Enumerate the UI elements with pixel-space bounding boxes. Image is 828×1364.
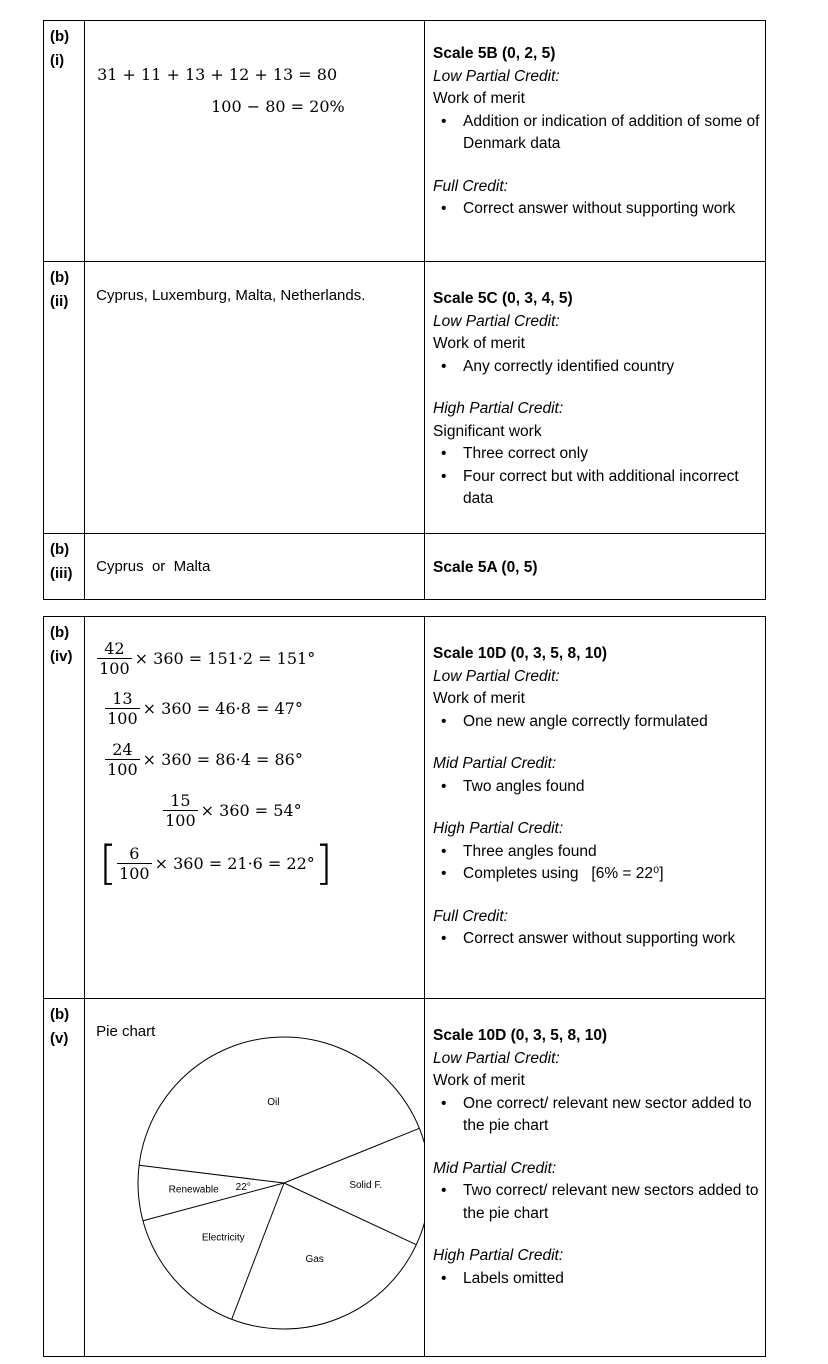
low-partial-bullet: • One new angle correctly formulated: [463, 711, 765, 734]
calculation-result: × 360 = 54°: [200, 801, 302, 820]
angle-calculation-solid-fuel: [105, 689, 303, 728]
low-partial-bullet: • Addition or indication of addition of some of Denmark data: [463, 111, 765, 156]
subpart-label: (ii): [50, 293, 69, 310]
mid-partial-bullet: • Two angles found: [463, 776, 765, 799]
answer-text: Cyprus, Luxemburg, Malta, Netherlands.: [96, 287, 366, 304]
table-row: [44, 534, 766, 600]
high-partial-heading: High Partial Credit:: [433, 400, 564, 417]
pie-slice-label-oil: Oil: [267, 1096, 280, 1108]
high-partial-bullet: • Three correct only: [463, 443, 765, 466]
calculation-result: × 360 = 151·2 = 151°: [134, 649, 316, 668]
table-row: [44, 21, 766, 262]
subpart-label: (i): [50, 52, 65, 69]
right-bracket: ]: [314, 836, 333, 890]
marking-scheme-cell: [425, 21, 766, 262]
subpart-label: (iv): [50, 648, 73, 665]
pie-slice-boundary-renewable: [139, 1165, 284, 1183]
marking-table-1: [43, 20, 766, 600]
part-label: (b): [50, 28, 70, 45]
pie-chart: [85, 999, 424, 1355]
table-row: [44, 617, 766, 999]
angle-calculation-renewable: [99, 836, 333, 890]
marking-scheme-cell: [425, 262, 766, 534]
mid-partial-heading: Mid Partial Credit:: [433, 755, 557, 772]
fraction-denominator: 100: [99, 659, 130, 678]
scale-title: Scale 10D (0, 3, 5, 8, 10): [433, 645, 608, 662]
part-label: (b): [50, 624, 70, 641]
full-credit-heading: Full Credit:: [433, 907, 508, 925]
fraction-numerator: 15: [170, 791, 191, 810]
left-bracket: [: [99, 836, 118, 890]
low-partial-heading: Low Partial Credit:: [433, 67, 560, 85]
marking-scheme-cell: [425, 617, 766, 999]
low-partial-heading: Low Partial Credit:: [433, 312, 560, 330]
high-partial-bullet: • Labels omitted: [463, 1268, 765, 1291]
fraction-denominator: 100: [107, 760, 138, 779]
question-label-cell: [44, 262, 85, 534]
angle-calculation-gas: [105, 740, 303, 779]
low-partial-heading: Low Partial Credit:: [433, 667, 560, 685]
high-partial-bullet: • Four correct but with additional incorrect data: [463, 466, 765, 511]
part-label: (b): [50, 541, 70, 558]
part-label: (b): [50, 269, 70, 286]
low-partial-text: Work of merit: [433, 335, 525, 352]
mid-partial-heading: Mid Partial Credit:: [433, 1159, 557, 1177]
full-credit-bullet: • Correct answer without supporting work: [463, 928, 765, 951]
low-partial-text: Work of merit: [433, 1072, 525, 1089]
pie-slice-boundary-oil: [284, 1128, 419, 1183]
answer-cell: [85, 21, 425, 262]
calculation-result: × 360 = 46·8 = 47°: [142, 699, 303, 718]
low-partial-heading: Low Partial Credit:: [433, 1049, 560, 1067]
low-partial-bullet: • One correct/ relevant new sector added to the pie chart: [463, 1093, 765, 1138]
table-row: [44, 262, 766, 534]
pie-slice-label-gas: Gas: [305, 1253, 324, 1265]
angle-calculation-oil: [97, 639, 315, 678]
angle-calculation-electricity: [163, 791, 302, 830]
question-label-cell: [44, 21, 85, 262]
scale-title: Scale 5A (0, 5): [433, 559, 538, 576]
subpart-label: (iii): [50, 565, 73, 582]
full-credit-bullet: • Correct answer without supporting work: [463, 198, 765, 221]
fraction-numerator: 24: [112, 740, 133, 759]
low-partial-bullet: • Any correctly identified country: [463, 356, 765, 379]
calculation-result: × 360 = 21·6 = 22°: [154, 853, 315, 873]
scale-title: Scale 5B (0, 2, 5): [433, 45, 556, 62]
pie-slice-boundary-gas: [232, 1183, 284, 1319]
answer-equation-difference: 100 − 80 = 20%: [211, 97, 345, 116]
marking-table-2: [43, 616, 766, 1357]
pie-angle-annotation: 22°: [235, 1181, 251, 1193]
chart-caption: Pie chart: [96, 1023, 156, 1040]
pie-slice-label-electricity: Electricity: [201, 1232, 245, 1244]
calculation-result: × 360 = 86·4 = 86°: [142, 750, 303, 769]
full-credit-heading: Full Credit:: [433, 177, 508, 195]
low-partial-text: Work of merit: [433, 90, 525, 107]
pie-chart-cell: [85, 999, 425, 1357]
table-row: [44, 999, 766, 1357]
marking-scheme-cell: [425, 999, 766, 1357]
fraction-denominator: 100: [165, 811, 196, 830]
pie-slice-boundary-solid-f: [284, 1183, 416, 1245]
high-partial-bullet: • Three angles found: [463, 841, 765, 864]
scale-title: Scale 10D (0, 3, 5, 8, 10): [433, 1027, 608, 1044]
pie-slice-label-solid-f: Solid F.: [349, 1180, 383, 1192]
high-partial-text: Significant work: [433, 422, 542, 440]
low-partial-text: Work of merit: [433, 690, 525, 707]
high-partial-bullet: • Completes using [6% = 22⁰]: [463, 863, 765, 886]
pie-slice-label-renewable: Renewable: [168, 1184, 219, 1196]
high-partial-heading: High Partial Credit:: [433, 1247, 564, 1264]
fraction-denominator: 100: [107, 709, 138, 728]
answer-cell: [85, 262, 425, 534]
answer-cell: [85, 534, 425, 600]
fraction-numerator: 42: [104, 639, 125, 658]
scale-title: Scale 5C (0, 3, 4, 5): [433, 290, 573, 307]
high-partial-heading: High Partial Credit:: [433, 820, 564, 837]
question-label-cell: [44, 534, 85, 600]
mid-partial-bullet: • Two correct/ relevant new sectors added to the pie chart: [463, 1180, 765, 1225]
fraction-denominator: 100: [119, 863, 150, 883]
question-label-cell: [44, 999, 85, 1357]
subpart-label: (v): [50, 1030, 69, 1047]
answer-equation-sum: 31 + 11 + 13 + 12 + 13 = 80: [97, 65, 338, 84]
answer-text: Cyprus or Malta: [96, 558, 211, 575]
part-label: (b): [50, 1006, 70, 1023]
answer-cell: [85, 617, 425, 999]
fraction-numerator: 6: [129, 843, 140, 863]
marking-scheme-cell: [425, 534, 766, 600]
fraction-numerator: 13: [112, 689, 133, 708]
question-label-cell: [44, 617, 85, 999]
